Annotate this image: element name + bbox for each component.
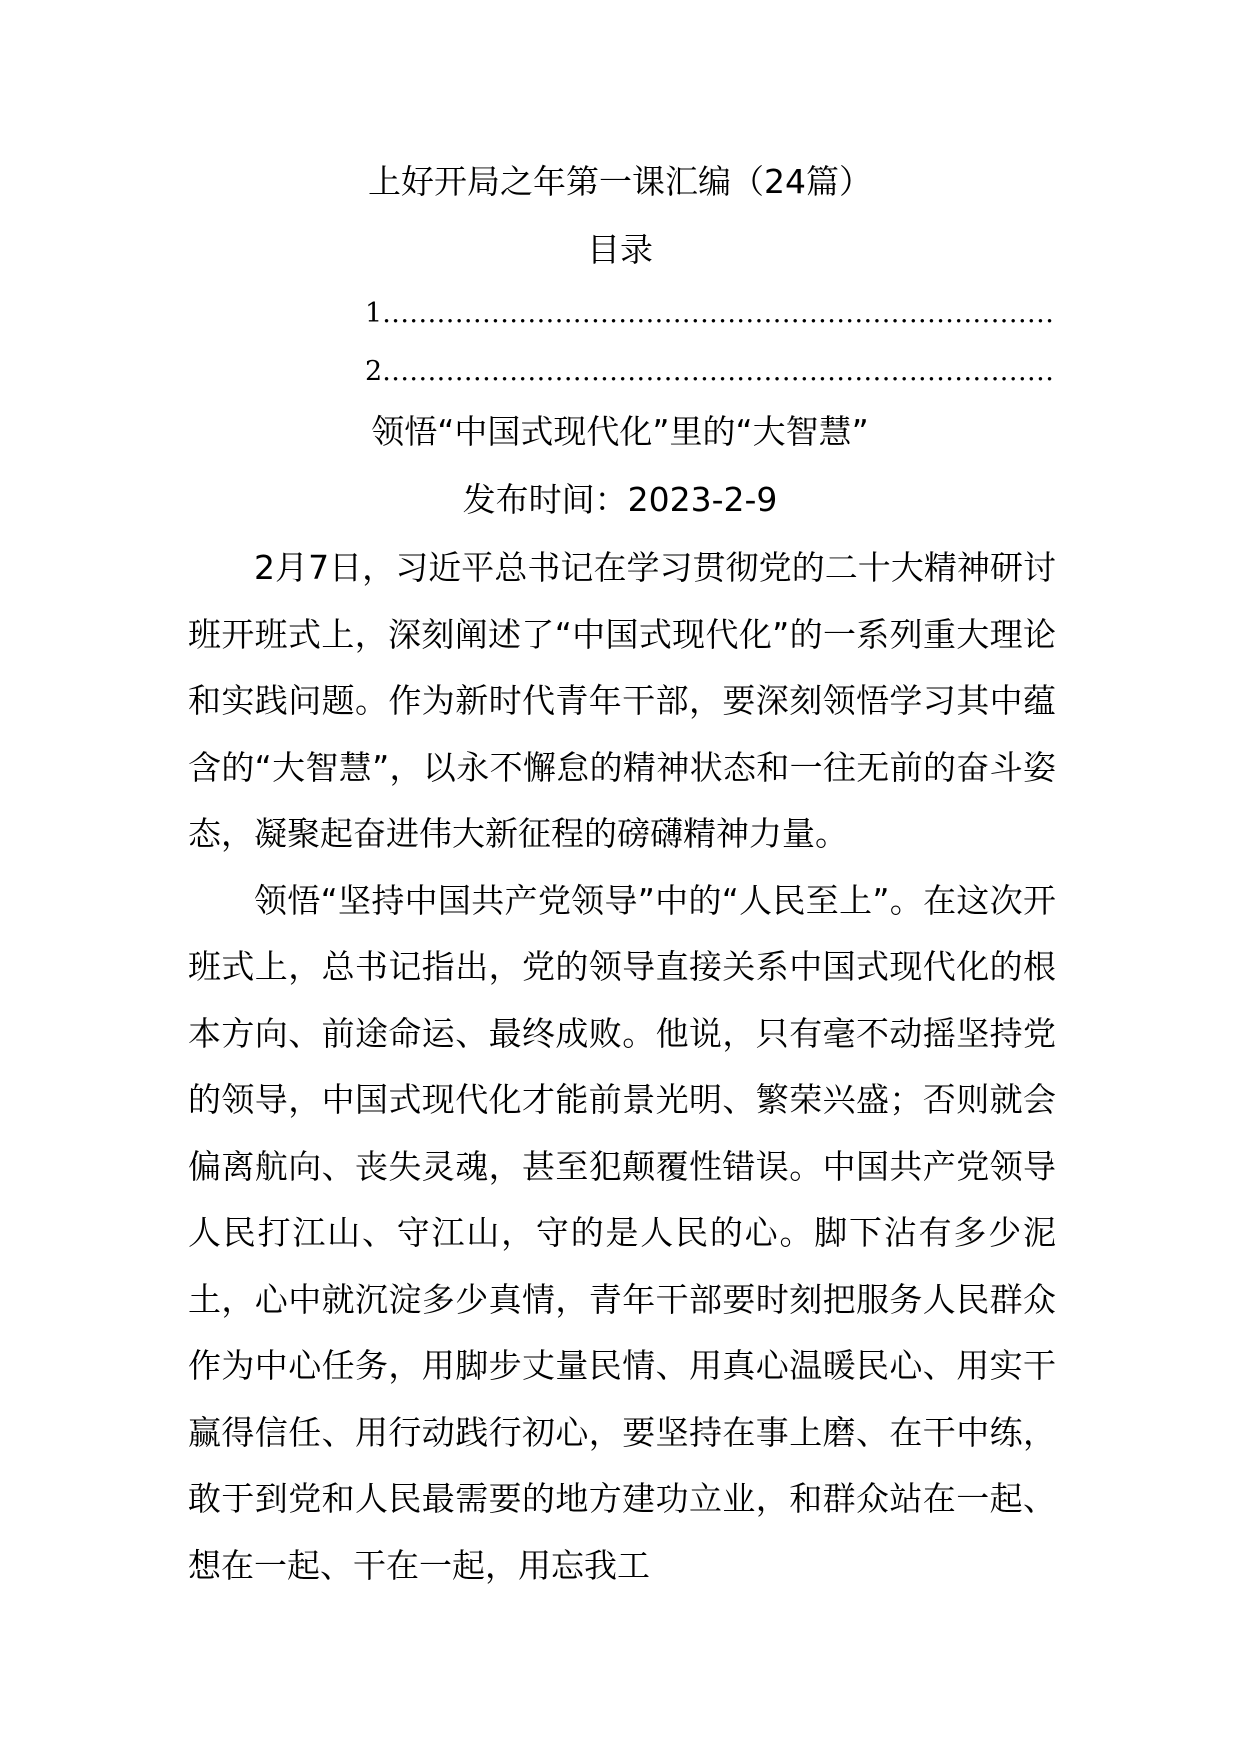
toc-dot-leader: [382, 352, 1055, 392]
body-paragraph: 2月7日，习近平总书记在学习贯彻党的二十大精神研讨班开班式上，深刻阐述了“中国式现代化”的一系列重大理论和实践问题。作为新时代青年干部，要深刻领悟学习其中蕴含的“大智慧”，以永不懈怠的精神状态和一往无前的奋斗姿态，凝聚起奋进伟大新征程的磅礴精神力量。: [188, 548, 1056, 853]
toc-dot-leader: [382, 294, 1055, 334]
table-of-contents: [365, 294, 1055, 410]
toc-entry[interactable]: [365, 352, 1055, 410]
body-paragraph: 领悟“坚持中国共产党领导”中的“人民至上”。在这次开班式上，总书记指出，党的领导直接关系中国式现代化的根本方向、前途命运、最终成败。他说，只有毫不动摇坚持党的领导，中国式现代化才能前景光明、繁荣兴盛；否则就会偏离航向、丧失灵魂，甚至犯颠覆性错误。中国共产党领导人民打江山、守江山，守的是人民的心。脚下沾有多少泥土，心中就沉淀多少真情，青年干部要时刻把服务人民群众作为中心任务，用脚步丈量民情、用真心温暖民心、用实干赢得信任、用行动践行初心，要坚持在事上磨、在干中练，敢于到党和人民最需要的地方建功立业，和群众站在一起、想在一起、干在一起，用忘我工: [188, 880, 1056, 1585]
toc-entry-number: 2: [365, 356, 383, 387]
article-title: 领悟“中国式现代化”里的“大智慧”: [371, 412, 869, 451]
toc-entry[interactable]: [365, 294, 1055, 352]
document-title: 上好开局之年第一课汇编（24篇）: [368, 162, 872, 201]
publish-date: 发布时间：2023-2-9: [462, 480, 778, 519]
toc-heading: 目录: [587, 230, 653, 269]
toc-entry-number: 1: [365, 298, 383, 329]
article-body: [188, 535, 1056, 1599]
